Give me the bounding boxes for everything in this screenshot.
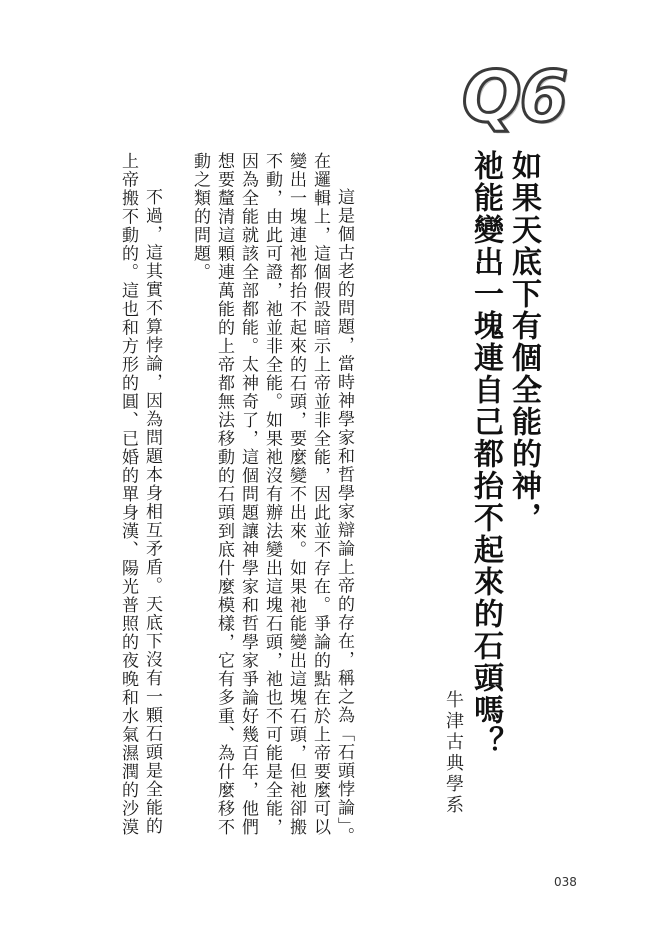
question-title-line-2: 祂能變出一塊連自己都抬不起來的石頭嗎？ [468,150,503,758]
body-line: 在邏輯上，這個假設暗示上帝並非全能，因此並不存在。爭論的點在於上帝要麼可以 [310,152,330,837]
body-line: 不動，由此可證，祂並非全能。如果祂沒有辦法變出這塊石頭，祂也不可能是全能， [262,152,282,837]
body-line: 上帝搬不動的。這也和方形的圓、已婚的單身漢、陽光普照的夜晚和水氣濕潤的沙漠 [118,152,138,837]
body-line: 變出一塊連祂都抬不起來的石頭，要麼變不出來。如果祂能變出這塊石頭，但祂卻搬 [286,152,306,837]
body-line: 因為全能就該全部都能。太神奇了，這個問題讓神學家和哲學家爭論好幾百年，他們 [238,152,258,837]
body-line: 不過，這其實不算悖論，因為問題本身相互矛盾。天底下沒有一顆石頭是全能的 [142,188,162,836]
body-line: 動之類的問題。 [190,152,210,282]
author-credit: 牛津古典學系 [443,690,464,816]
question-title-line-1: 如果天底下有個全能的神， [506,150,541,534]
page-number: 038 [554,875,577,889]
question-number: Q6 [462,56,567,138]
body-line: 這是個古老的問題，當時神學家和哲學家辯論上帝的存在，稱之為「石頭悖論」。 [334,188,354,846]
body-line: 想要釐清這顆連萬能的上帝都無法移動的石頭到底什麼模樣，它有多重、為什麼移不 [214,152,234,837]
